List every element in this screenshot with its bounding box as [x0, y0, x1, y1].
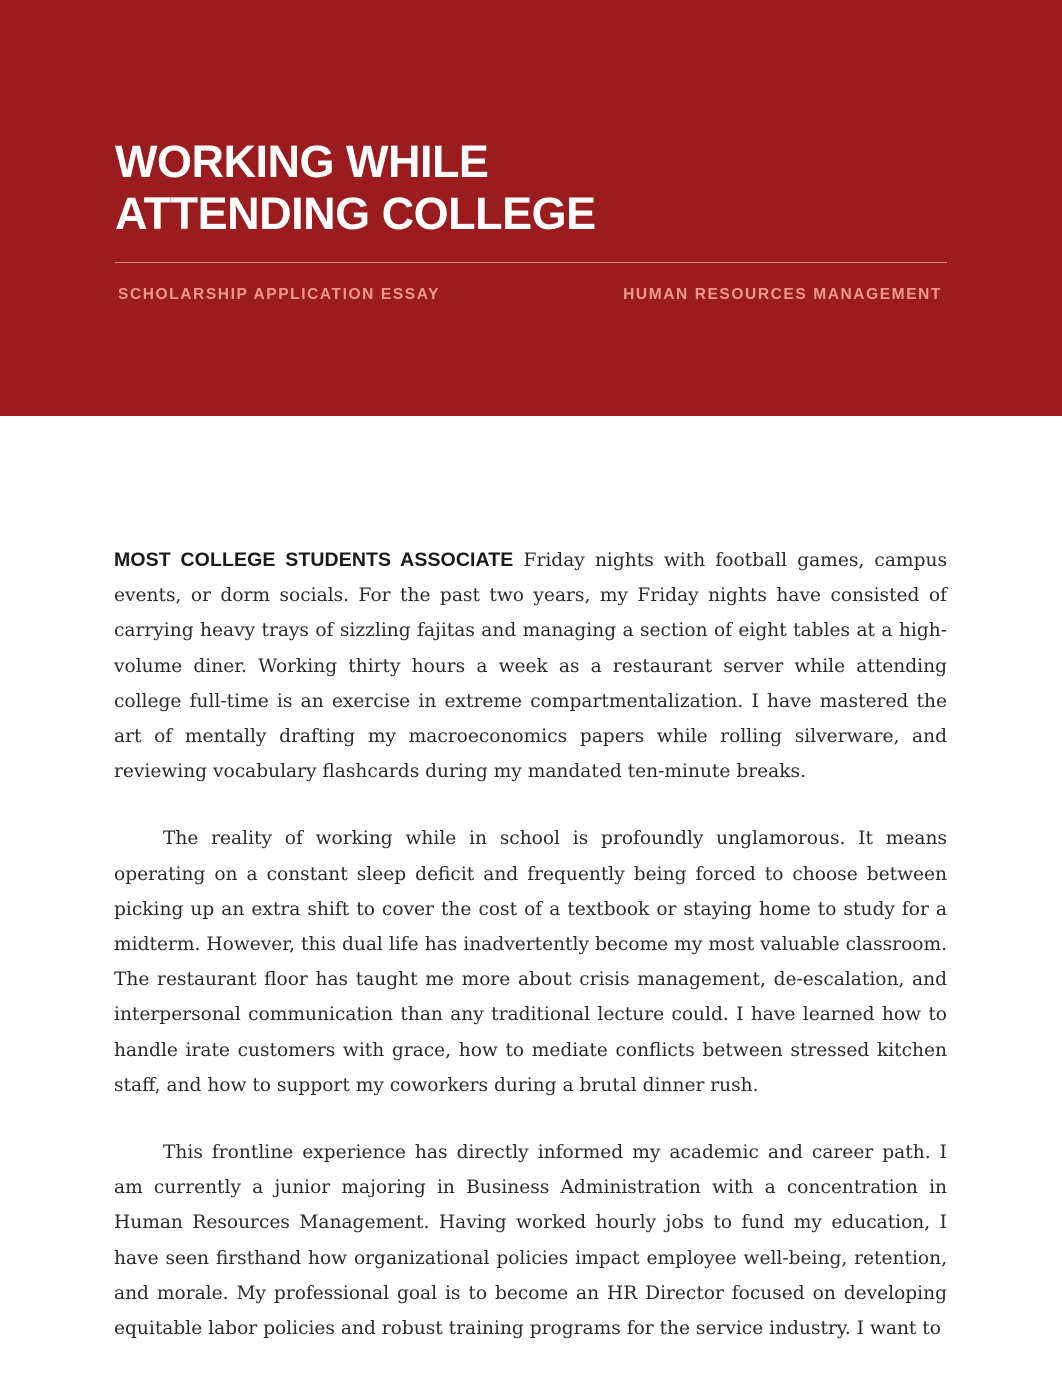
header-banner	[0, 0, 1062, 416]
field-of-study-label: HUMAN RESOURCES MANAGEMENT	[623, 286, 942, 303]
title-line-2: ATTENDING COLLEGE	[115, 188, 596, 239]
essay-paragraph-1	[114, 543, 947, 789]
essay-paragraph-2: The reality of working while in school is profoundly unglamorous. It means operating on a constant sleep deficit and frequently being forced to choose between picking up an extra shift to cover the cost of a textbook or staying home to study for a midterm. However, this dual life has inadvertently become my most valuable classroom. The restaurant floor has taught me more about crisis management, de-escalation, and interpersonal communication than any traditional lecture could. I have learned how to handle irate customers with grace, how to mediate conflicts between stressed kitchen staff, and how to support my coworkers during a brutal dinner rush.	[114, 828, 947, 1096]
header-divider	[115, 262, 947, 263]
lead-in: MOST COLLEGE STUDENTS ASSOCIATE	[114, 549, 514, 571]
paragraph-1-text: Friday nights with football games, campus events, or dorm socials. For the past two years, my Friday nights have consisted of carrying heavy trays of sizzling fajitas and managing a section of eight tables at a high-volume diner. Working thirty hours a week as a restaurant server while attending college full-time is an exercise in extreme compartmentalization. I have mastered the art of mentally drafting my macroeconomics papers while rolling silverware, and reviewing vocabulary flashcards during my mandated ten-minute breaks.	[114, 550, 947, 783]
title-line-1: WORKING WHILE	[115, 136, 489, 187]
essay-paragraph-3: This frontline experience has directly informed my academic and career path. I am currently a junior majoring in Business Administration with a concentration in Human Resources Management. Having worked hourly jobs to fund my education, I have seen firsthand how organizational policies impact employee well-being, retention, and morale. My professional goal is to become an HR Director focused on developing equitable labor policies and robust training programs for the service industry. I want to	[114, 1142, 947, 1340]
essay-body	[114, 543, 947, 1378]
document-type-label: SCHOLARSHIP APPLICATION ESSAY	[118, 286, 441, 303]
page-title	[115, 136, 947, 240]
